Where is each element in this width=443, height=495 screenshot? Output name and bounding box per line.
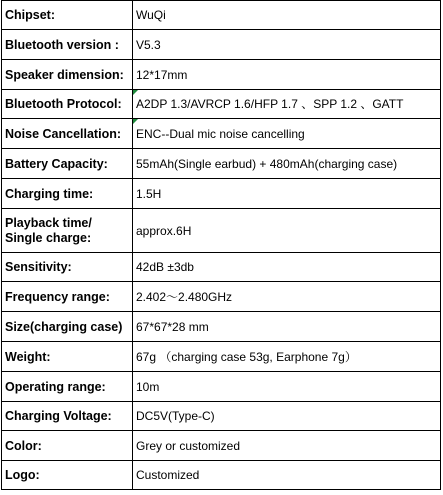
spec-value-speaker-dimension: 12*17mm <box>136 67 188 82</box>
cell-marker-icon <box>133 90 138 95</box>
spec-label-charging-time: Charging time: <box>5 186 94 201</box>
spec-value-cell <box>133 253 441 282</box>
spec-value-bluetooth-version: V5.3 <box>136 37 161 52</box>
spec-label-color: Color: <box>5 438 42 453</box>
table-row <box>2 372 441 402</box>
spec-value-bluetooth-protocol: A2DP 1.3/AVRCP 1.6/HFP 1.7 、SPP 1.2 、GATT <box>136 97 404 111</box>
spec-value-cell <box>133 461 441 490</box>
spec-value-case-size: 67*67*28 mm <box>136 319 209 334</box>
spec-label-cell <box>2 60 133 90</box>
spec-label-weight: Weight: <box>5 349 51 364</box>
spec-label-bluetooth-protocol: Bluetooth Protocol: <box>5 97 122 111</box>
spec-value-cell <box>133 90 441 119</box>
spec-label-cell <box>2 179 133 209</box>
spec-value-charging-time: 1.5H <box>136 186 162 201</box>
spec-value-cell <box>133 179 441 209</box>
spec-label-speaker-dimension: Speaker dimension: <box>5 67 124 82</box>
spec-value-cell <box>133 372 441 402</box>
spec-value-color: Grey or customized <box>136 438 241 453</box>
table-row <box>2 179 441 209</box>
spec-label-cell <box>2 30 133 60</box>
spec-value-playback-time: approx.6H <box>136 223 192 238</box>
cell-marker-icon <box>133 119 138 124</box>
spec-label-cell <box>2 402 133 431</box>
table-row <box>2 402 441 431</box>
spec-value-cell <box>133 342 441 372</box>
table-row <box>2 282 441 312</box>
table-row <box>2 149 441 179</box>
spec-value-cell <box>133 30 441 60</box>
table-row <box>2 312 441 342</box>
spec-value-chipset: WuQi <box>136 8 166 22</box>
spec-value-cell <box>133 312 441 342</box>
spec-label-battery-capacity: Battery Capacity: <box>5 156 108 171</box>
spec-label-single-charge: Single charge: <box>5 230 92 245</box>
spec-label-cell <box>2 1 133 30</box>
table-row <box>2 461 441 490</box>
spec-value-cell <box>133 149 441 179</box>
spec-value-cell <box>133 431 441 461</box>
spec-value-frequency-range: 2.402～2.480GHz <box>136 289 233 304</box>
spec-label-cell <box>2 119 133 149</box>
table-row <box>2 90 441 119</box>
spec-label-cell <box>2 312 133 342</box>
spec-label-bluetooth-version: Bluetooth version : <box>5 37 119 52</box>
spec-value-cell <box>133 282 441 312</box>
spec-value-cell <box>133 1 441 30</box>
spec-value-charging-voltage: DC5V(Type-C) <box>136 409 215 423</box>
spec-value-battery-capacity: 55mAh(Single earbud) + 480mAh(charging case) <box>136 156 398 171</box>
table-row <box>2 60 441 90</box>
spec-label-operating-range: Operating range: <box>5 379 106 394</box>
spec-value-operating-range: 10m <box>136 379 160 394</box>
table-row <box>2 30 441 60</box>
spec-value-cell <box>133 402 441 431</box>
spec-label-cell <box>2 149 133 179</box>
spec-value-sensitivity: 42dB ±3db <box>136 260 194 274</box>
spec-value-logo: Customized <box>136 468 200 482</box>
spec-value-cell <box>133 209 441 253</box>
table-row <box>2 253 441 282</box>
table-row <box>2 1 441 30</box>
spec-label-chipset: Chipset: <box>5 8 55 22</box>
spec-label-cell <box>2 342 133 372</box>
spec-label-sensitivity: Sensitivity: <box>5 260 72 274</box>
spec-value-weight: 67g （charging case 53g, Earphone 7g） <box>136 349 357 364</box>
spec-label-cell <box>2 282 133 312</box>
spec-label-logo: Logo: <box>5 468 40 482</box>
spec-label-cell <box>2 431 133 461</box>
spec-label-noise-cancellation: Noise Cancellation: <box>5 126 121 141</box>
spec-label-charging-voltage: Charging Voltage: <box>5 409 112 423</box>
spec-value-noise-cancellation: ENC--Dual mic noise cancelling <box>136 126 305 141</box>
table-row <box>2 209 441 253</box>
specifications-table <box>1 0 441 490</box>
spec-label-cell <box>2 90 133 119</box>
spec-value-cell <box>133 60 441 90</box>
spec-label-cell <box>2 209 133 253</box>
table-row <box>2 342 441 372</box>
spec-label-frequency-range: Frequency range: <box>5 289 110 304</box>
spec-value-cell <box>133 119 441 149</box>
spec-label-cell <box>2 372 133 402</box>
spec-label-playback-time: Playback time/ <box>5 215 92 230</box>
spec-label-cell <box>2 253 133 282</box>
table-row <box>2 431 441 461</box>
spec-label-case-size: Size(charging case) <box>5 319 123 334</box>
spec-label-cell <box>2 461 133 490</box>
table-row <box>2 119 441 149</box>
